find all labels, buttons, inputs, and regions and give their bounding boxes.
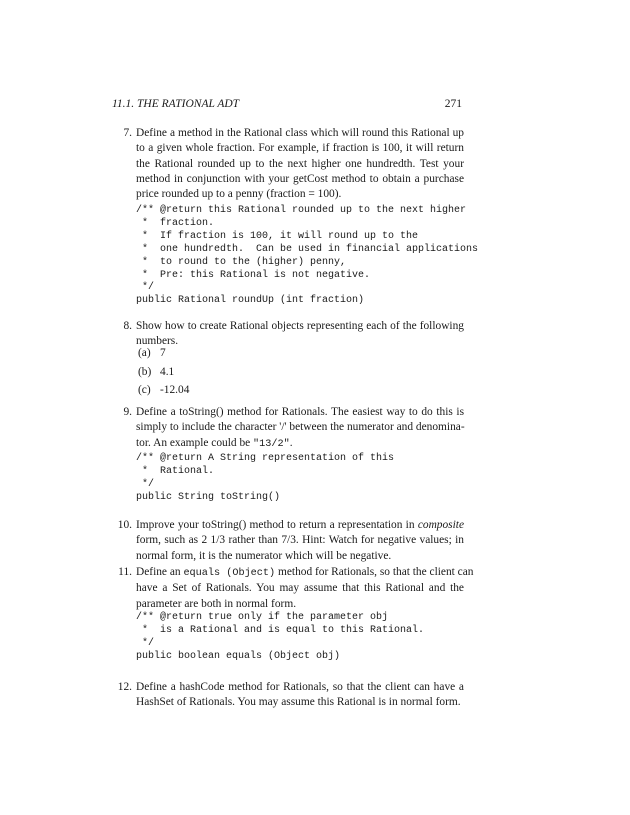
text-segment: Improve your toString() method to return a representation in xyxy=(136,519,418,531)
exercise-number: 10. xyxy=(117,519,132,531)
text-line: price rounded up to a penny (fraction = 100). xyxy=(136,188,342,201)
code-block-equals: /** @return true only if the parameter obj * is a Rational and is equal to this Rational. */ public boolean equals (Object obj) xyxy=(136,612,425,662)
exercise-12 xyxy=(112,680,464,711)
exercise-text xyxy=(136,518,464,564)
text-line: the Rational rounded up to the next higher one hundredth. Test your xyxy=(136,157,464,170)
text-line: simply to include the character '/' between the numerator and denomina- xyxy=(136,421,465,434)
text-segment: . xyxy=(289,436,293,449)
text-line: method in conjunction with your getCost method to obtain a purchase xyxy=(136,172,464,185)
list-item xyxy=(138,384,189,396)
text-segment: tor. An example could be xyxy=(136,436,254,449)
text-segment: Define an xyxy=(136,566,184,578)
text-line xyxy=(136,436,464,452)
text-line: HashSet of Rationals. You may assume this Rational is in normal form. xyxy=(136,696,461,709)
code-block-tostring: /** @return A String representation of this * Rational. */ public String toString() xyxy=(136,453,395,503)
exercise-10 xyxy=(112,518,464,564)
text-line: Define a toString() method for Rationals. The easiest way to do this is xyxy=(136,406,464,418)
text-line xyxy=(136,518,464,533)
text-line: Define a hashCode method for Rationals, so that the client can have a xyxy=(136,681,464,693)
text-line: Show how to create Rational objects representing each of the following xyxy=(136,320,464,332)
item-value: -12.04 xyxy=(160,384,190,396)
exercise-number: 8. xyxy=(123,320,132,332)
item-value: 7 xyxy=(160,347,166,359)
exercise-11 xyxy=(112,565,474,612)
running-header xyxy=(112,98,462,114)
exercise-text xyxy=(136,126,464,202)
inline-code: equals (Object) xyxy=(183,568,276,579)
item-label: (a) xyxy=(138,347,151,359)
item-label: (c) xyxy=(138,384,151,396)
emphasized-word: composite xyxy=(417,519,464,531)
item-value: 4.1 xyxy=(160,366,175,378)
list-item xyxy=(138,366,174,378)
text-line xyxy=(136,565,474,581)
text-line: normal form, it is the numerator which will be negative. xyxy=(136,549,392,562)
text-line: Define a method in the Rational class which will round this Rational up xyxy=(136,127,464,139)
text-line: parameter are both in normal form. xyxy=(136,597,297,610)
exercise-text xyxy=(136,680,464,711)
text-line: form, such as 2 1/3 rather than 7/3. Hint: Watch for negative values; in xyxy=(136,534,464,547)
exercise-text xyxy=(136,405,464,452)
inline-code: "13/2" xyxy=(253,438,290,450)
exercise-number: 12. xyxy=(117,681,132,693)
exercise-number: 9. xyxy=(123,406,132,418)
item-label: (b) xyxy=(138,366,152,378)
exercise-8 xyxy=(112,319,464,350)
text-line: numbers. xyxy=(136,335,179,348)
page-number: 271 xyxy=(444,98,462,110)
exercise-7 xyxy=(112,126,464,202)
exercise-number: 11. xyxy=(118,566,132,578)
exercise-text xyxy=(136,565,474,612)
exercise-number: 7. xyxy=(123,127,132,139)
list-item xyxy=(138,347,166,359)
text-line: have a Set of Rationals. You may assume that this Rational and the xyxy=(136,582,464,595)
section-title: 11.1. THE RATIONAL ADT xyxy=(112,98,240,110)
text-line: to a given whole fraction. For example, if fraction is 100, it will return xyxy=(136,142,464,155)
text-segment: method for Rationals, so that the client can xyxy=(275,566,474,578)
code-block-roundup: /** @return this Rational rounded up to the next higher * fraction. * If fraction is 100, it will round up to the * one hundredth. Can be used in financial applications * to round to the (higher) penny, * Pre: this Rational is not negative. */ public Rational roundUp (int fraction) xyxy=(136,205,479,307)
exercise-text xyxy=(136,319,464,350)
exercise-9 xyxy=(112,405,464,452)
